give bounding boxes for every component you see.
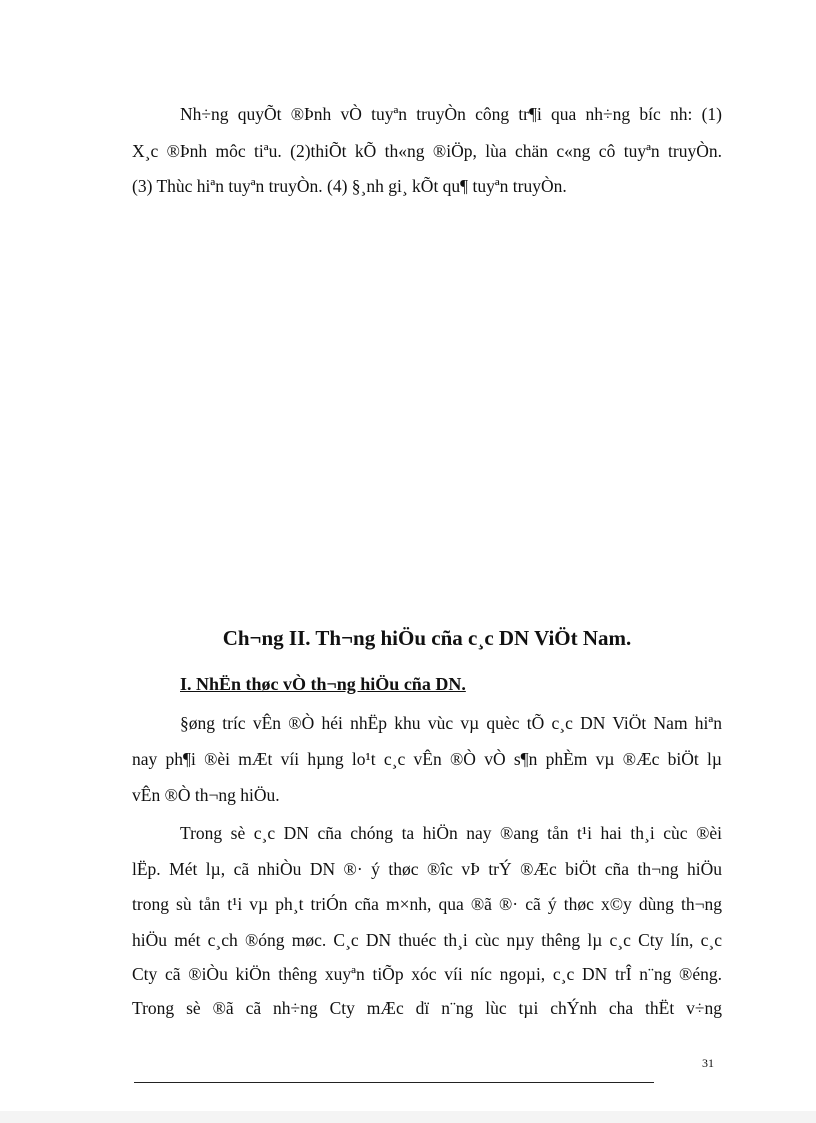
paragraph-3-line-6: Trong sè ®ã cã nh÷ng Cty mÆc dï n¨ng lùc tµi chÝnh cha thËt v÷ng [132, 998, 722, 1018]
paragraph-2-line-1: §øng tríc vÊn ®Ò héi nhËp khu vùc vµ quèc tÕ c¸c DN ViÖt Nam hiªn [180, 713, 722, 733]
chapter-heading: Ch¬ng II. Th¬ng hiÖu cña c¸c DN ViÖt Nam. [222, 626, 632, 650]
paragraph-2-line-2: nay ph¶i ®èi mÆt víi hµng lo¹t c¸c vÊn ®Ò vÒ s¶n phÈm vµ ®Æc biÖt lµ [132, 749, 722, 769]
paragraph-2-line-3: vÊn ®Ò th¬ng hiÖu. [132, 785, 280, 805]
paragraph-3-line-2: lËp. Mét lµ, cã nhiÒu DN ®· ý thøc ®îc vÞ trÝ ®Æc biÖt cña th¬ng hiÖu [132, 859, 722, 879]
paragraph-3-line-3: trong sù tån t¹i vµ ph¸t triÓn cña m×nh, qua ®ã ®· cã ý thøc x©y dùng th¬ng [132, 894, 722, 914]
footer-divider [134, 1082, 654, 1083]
paragraph-1-line-3: (3) Thùc hiªn tuyªn truyÒn. (4) §¸nh gi¸ kÕt qu¶ tuyªn truyÒn. [132, 176, 567, 196]
paragraph-3-line-4: hiÖu mét c¸ch ®óng møc. C¸c DN thuéc th¸i cùc nµy thêng lµ c¸c Cty lín, c¸c [132, 930, 722, 950]
section-heading: I. NhËn thøc vÒ th¬ng hiÖu cña DN. [180, 674, 466, 694]
paragraph-1-line-2: X¸c ®Þnh môc tiªu. (2)thiÕt kÕ th«ng ®iÖp, lùa chän c«ng cô tuyªn truyÒn. [132, 141, 722, 161]
page-number: 31 [702, 1056, 714, 1070]
paragraph-3-line-1: Trong sè c¸c DN cña chóng ta hiÖn nay ®ang tån t¹i hai th¸i cùc ®èi [180, 823, 722, 843]
page-bottom-edge [0, 1111, 816, 1123]
paragraph-3-line-5: Cty cã ®iÒu kiÖn thêng xuyªn tiÕp xóc víi níc ngoµi, c¸c DN trÎ n¨ng ®éng. [132, 964, 722, 984]
paragraph-1-line-1: Nh÷ng quyÕt ®Þnh vÒ tuyªn truyÒn công tr¶i qua nh÷ng bíc nh: (1) [180, 104, 722, 124]
